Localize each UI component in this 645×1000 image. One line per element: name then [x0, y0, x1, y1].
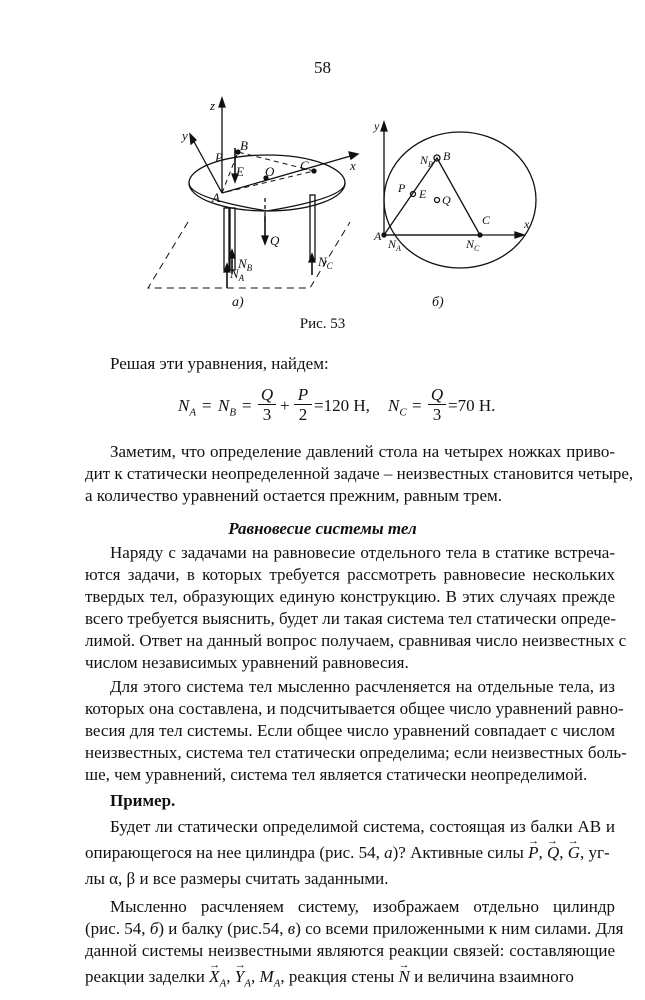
text-line: ются задачи, в которых требуется рассмотреть равновесие нескольких [85, 565, 615, 584]
text-line: числом независимых уравнений равновесия. [85, 653, 409, 672]
text-line: опирающегося на нее цилиндра (рис. 54, а)? Активные силы → P, → Q, → G, уг- [85, 842, 615, 864]
label-e-b: E [419, 187, 427, 201]
text-line: лимой. Ответ на данный вопрос получаем, сравнивая число неизвестных с [85, 631, 627, 650]
formula-frac-p2: $\frac{P}{2}$ [294, 386, 312, 425]
formula-frac-q3b: $\frac{Q}{3}$ [428, 386, 446, 425]
label-x: x [350, 158, 356, 173]
label-q-b: Q [442, 193, 451, 207]
text-line: весия для тел системы. Если общее число уравнений совпадает с числом [85, 721, 615, 740]
figure-caption: Рис. 53 [299, 316, 346, 332]
moment-ma: $M_A$ [259, 967, 281, 990]
text-line: (рис. 54, б) и балку (рис.54, в) со всеми приложенными к ним силами. Для [85, 919, 624, 938]
formula-nb: $N_B$ [218, 396, 237, 419]
label-a: A [212, 190, 220, 205]
section-heading: Равновесие системы тел [228, 519, 417, 538]
label-a-b: A [374, 229, 382, 243]
text-line: неизвестных, система тел статически определима; если неизвестных боль- [85, 743, 627, 762]
label-c-b: C [482, 213, 491, 227]
label-na: $N_A$ [230, 266, 245, 283]
vector-xa: → $X_A$ [209, 966, 226, 994]
formula [178, 386, 518, 430]
text-line: Для этого система тел мысленно расчленяется на отдельные тела, из [110, 677, 615, 696]
subfig-a-label: а) [232, 295, 244, 310]
vector-p: → P [528, 842, 538, 864]
label-p: P [215, 150, 223, 165]
formula-result: =120 Н, [314, 396, 370, 415]
support-triangle-b [384, 158, 480, 235]
label-e: E [236, 164, 244, 179]
example-label: Пример. [110, 791, 176, 810]
label-nc-b: $N_C$ [466, 237, 480, 253]
y-axis [192, 138, 222, 193]
vector-q: → Q [547, 842, 559, 864]
text-line: ше, чем уравнений, система тел является статически неопределимой. [85, 765, 588, 784]
label-b-b: B [443, 149, 451, 163]
label-b: B [240, 138, 248, 153]
text-line: дит к статически неопределенной задаче – неизвестных становится четыре, [85, 464, 634, 483]
formula-eq: = [242, 396, 252, 415]
table-leg [224, 208, 229, 270]
label-nb: $N_B$ [238, 256, 253, 273]
text-line: всего требуется выяснить, будет ли такая система тел статически опреде- [85, 609, 616, 628]
label-q: Q [270, 233, 280, 248]
subfig-b-label: б) [432, 295, 444, 310]
text-line: лы α, β и все размеры считать заданными. [85, 869, 389, 888]
text-line: которых она составлена, и подсчитывается общее число уравнений равно- [85, 699, 624, 718]
text-line: а количество уравнений остается прежним, равным трем. [85, 486, 503, 505]
formula-eq: = [412, 396, 422, 415]
label-z: z [210, 98, 216, 113]
label-y-b: y [374, 119, 380, 133]
formula-eq: = [202, 396, 212, 415]
vector-g: → G [568, 842, 580, 864]
formula-result: =70 Н. [448, 396, 496, 415]
text-line: реакции заделки → $X_A$, → $Y_A$, $M_A$, реакция стены → N и величина взаимного [85, 966, 615, 994]
text-line: Наряду с задачами на равновесие отдельного тела в статике встреча- [110, 543, 615, 562]
label-nb-b: $N_B$ [420, 153, 433, 169]
text-line: Будет ли статически определимой система, состоящая из балки AB и [110, 817, 615, 836]
formula-plus: + [280, 396, 290, 415]
text-line: Заметим, что определение давлений стола на четырех ножках приво- [110, 442, 615, 461]
vector-n: → N [399, 966, 410, 988]
figure-53 [140, 90, 560, 335]
formula-nc: $N_C$ [388, 396, 407, 419]
formula-na: $N_A$ [178, 396, 197, 419]
vector-ya: → $Y_A$ [235, 966, 251, 994]
text-line: данной системы неизвестными являются реакции связей: составляющие [85, 941, 615, 960]
label-y: y [182, 128, 188, 143]
label-c: C [300, 158, 309, 173]
text-line: твердых тел, образующих единую конструкцию. В этих случаях прежде [85, 587, 615, 606]
label-o: O [265, 164, 275, 179]
formula-frac-q3: $\frac{Q}{3}$ [258, 386, 276, 425]
label-na-b: $N_A$ [388, 237, 401, 253]
label-nc: $N_C$ [318, 254, 333, 271]
page-number: 58 [314, 58, 331, 77]
label-p-b: P [398, 181, 406, 195]
figure-b-plan [381, 122, 536, 268]
label-x-b: x [524, 217, 530, 231]
text-line: Решая эти уравнения, найдем: [110, 354, 329, 373]
text-line: Мысленно расчленяем систему, изображаем отдельно цилиндр [110, 897, 615, 916]
